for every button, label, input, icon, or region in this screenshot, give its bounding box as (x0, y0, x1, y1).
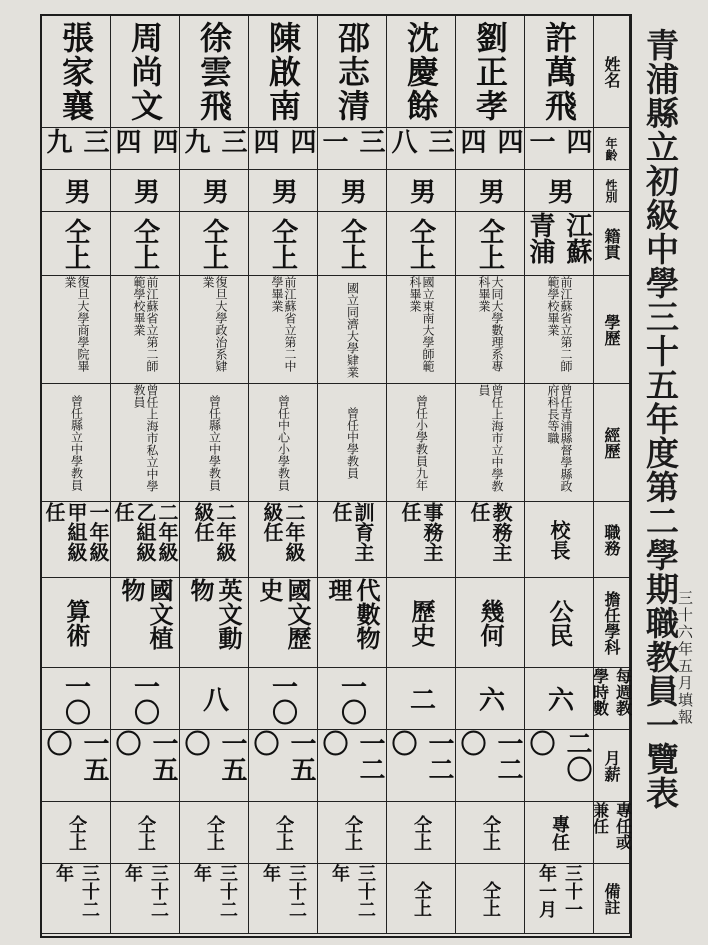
cell-age-6: 四四 (111, 128, 180, 170)
cell-subjects-5: 英文動物 (180, 578, 249, 668)
cell-salary-1: 一二〇 (456, 730, 525, 802)
report-date: 三十六年五月填報 (676, 590, 694, 726)
header-salary: 月薪 (594, 730, 630, 802)
cell-experience-3: 曾任中學教員 (318, 384, 387, 502)
cell-remarks-7: 三十二年 (42, 864, 111, 934)
cell-salary-4: 一五〇 (249, 730, 318, 802)
cell-age-3: 三一 (318, 128, 387, 170)
cell-status-1: 仝上 (456, 802, 525, 864)
cell-remarks-6: 三十二年 (111, 864, 180, 934)
cell-subjects-2: 歷史 (387, 578, 456, 668)
cell-position-0: 校長 (525, 502, 594, 578)
cell-age-4: 四四 (249, 128, 318, 170)
cell-remarks-0: 三十一年一月 (525, 864, 594, 934)
cell-origin-6: 仝上 (111, 212, 180, 276)
cell-age-7: 三九 (42, 128, 111, 170)
cell-name-0: 許萬飛 (525, 16, 594, 128)
cell-name-5: 徐雲飛 (180, 16, 249, 128)
header-status: 專任或兼任 (594, 802, 630, 864)
cell-hours-4: 一〇 (249, 668, 318, 730)
cell-education-5: 復旦大學政治系肄業 (180, 276, 249, 384)
cell-name-1: 劉正孝 (456, 16, 525, 128)
cell-experience-6: 曾任上海市私立中學教員 (111, 384, 180, 502)
header-remarks: 備註 (594, 864, 630, 934)
cell-hours-3: 一〇 (318, 668, 387, 730)
cell-origin-3: 仝上 (318, 212, 387, 276)
cell-position-4: 二年級級任 (249, 502, 318, 578)
header-education: 學歷 (594, 276, 630, 384)
cell-experience-1: 曾任上海市立中學教員 (456, 384, 525, 502)
cell-position-1: 教務主任 (456, 502, 525, 578)
header-age: 年齡 (594, 128, 630, 170)
cell-subjects-6: 國文植物 (111, 578, 180, 668)
cell-status-5: 仝上 (180, 802, 249, 864)
cell-name-2: 沈慶餘 (387, 16, 456, 128)
cell-age-5: 三九 (180, 128, 249, 170)
cell-education-3: 國立同濟大學肄業 (318, 276, 387, 384)
cell-status-6: 仝上 (111, 802, 180, 864)
header-hours: 每週教學時數 (594, 668, 630, 730)
cell-hours-7: 一〇 (42, 668, 111, 730)
cell-sex-3: 男 (318, 170, 387, 212)
cell-experience-7: 曾任縣立中學教員 (42, 384, 111, 502)
cell-origin-4: 仝上 (249, 212, 318, 276)
cell-name-6: 周尚文 (111, 16, 180, 128)
cell-education-2: 國立東南大學師範科畢業 (387, 276, 456, 384)
cell-subjects-0: 公民 (525, 578, 594, 668)
header-origin: 籍貫 (594, 212, 630, 276)
staff-table (40, 14, 632, 938)
cell-education-0: 前江蘇省立第二師範學校畢業 (525, 276, 594, 384)
cell-origin-2: 仝上 (387, 212, 456, 276)
cell-origin-7: 仝上 (42, 212, 111, 276)
cell-position-2: 事務主任 (387, 502, 456, 578)
cell-origin-5: 仝上 (180, 212, 249, 276)
cell-position-6: 二年級乙組級任 (111, 502, 180, 578)
header-position: 職務 (594, 502, 630, 578)
cell-remarks-5: 三十二年 (180, 864, 249, 934)
cell-education-4: 前江蘇省立第二中學畢業 (249, 276, 318, 384)
cell-hours-0: 六 (525, 668, 594, 730)
header-experience: 經歷 (594, 384, 630, 502)
cell-sex-5: 男 (180, 170, 249, 212)
cell-experience-4: 曾任中心小學教員 (249, 384, 318, 502)
cell-education-6: 前江蘇省立第二師範學校畢業 (111, 276, 180, 384)
cell-sex-2: 男 (387, 170, 456, 212)
cell-salary-7: 一五〇 (42, 730, 111, 802)
cell-name-4: 陳啟南 (249, 16, 318, 128)
cell-salary-0: 二〇〇 (525, 730, 594, 802)
cell-subjects-3: 代數物理 (318, 578, 387, 668)
cell-sex-7: 男 (42, 170, 111, 212)
header-sex: 性別 (594, 170, 630, 212)
cell-experience-5: 曾任縣立中學教員 (180, 384, 249, 502)
header-name: 姓名 (594, 16, 630, 128)
cell-status-4: 仝上 (249, 802, 318, 864)
cell-subjects-1: 幾何 (456, 578, 525, 668)
cell-salary-6: 一五〇 (111, 730, 180, 802)
cell-sex-6: 男 (111, 170, 180, 212)
cell-hours-2: 二 (387, 668, 456, 730)
cell-remarks-2: 仝上 (387, 864, 456, 934)
cell-salary-5: 一五〇 (180, 730, 249, 802)
cell-experience-2: 曾任小學教員九年 (387, 384, 456, 502)
cell-remarks-3: 三十二年 (318, 864, 387, 934)
cell-sex-4: 男 (249, 170, 318, 212)
cell-origin-0: 江蘇青浦 (525, 212, 594, 276)
cell-position-7: 一年級甲組級任 (42, 502, 111, 578)
cell-remarks-1: 仝上 (456, 864, 525, 934)
cell-age-2: 三八 (387, 128, 456, 170)
cell-status-7: 仝上 (42, 802, 111, 864)
cell-subjects-7: 算術 (42, 578, 111, 668)
cell-education-7: 復旦大學商學院畢業 (42, 276, 111, 384)
cell-salary-2: 一二〇 (387, 730, 456, 802)
cell-origin-1: 仝上 (456, 212, 525, 276)
cell-remarks-4: 三十二年 (249, 864, 318, 934)
cell-sex-0: 男 (525, 170, 594, 212)
cell-position-5: 二年級級任 (180, 502, 249, 578)
cell-name-7: 張家襄 (42, 16, 111, 128)
cell-experience-0: 曾任青浦縣督學縣政府科長等職 (525, 384, 594, 502)
cell-education-1: 大同大學數理系專科畢業 (456, 276, 525, 384)
header-subjects: 擔任學科 (594, 578, 630, 668)
cell-sex-1: 男 (456, 170, 525, 212)
cell-status-2: 仝上 (387, 802, 456, 864)
cell-status-3: 仝上 (318, 802, 387, 864)
document-title: 青浦縣立初級中學三十五年度第二學期職教員一覽表 (641, 28, 680, 810)
cell-age-1: 四四 (456, 128, 525, 170)
cell-name-3: 邵志清 (318, 16, 387, 128)
cell-age-0: 四一 (525, 128, 594, 170)
cell-hours-1: 六 (456, 668, 525, 730)
cell-hours-6: 一〇 (111, 668, 180, 730)
cell-status-0: 專任 (525, 802, 594, 864)
cell-position-3: 訓育主任 (318, 502, 387, 578)
cell-hours-5: 八 (180, 668, 249, 730)
cell-salary-3: 一二〇 (318, 730, 387, 802)
cell-subjects-4: 國文歷史 (249, 578, 318, 668)
